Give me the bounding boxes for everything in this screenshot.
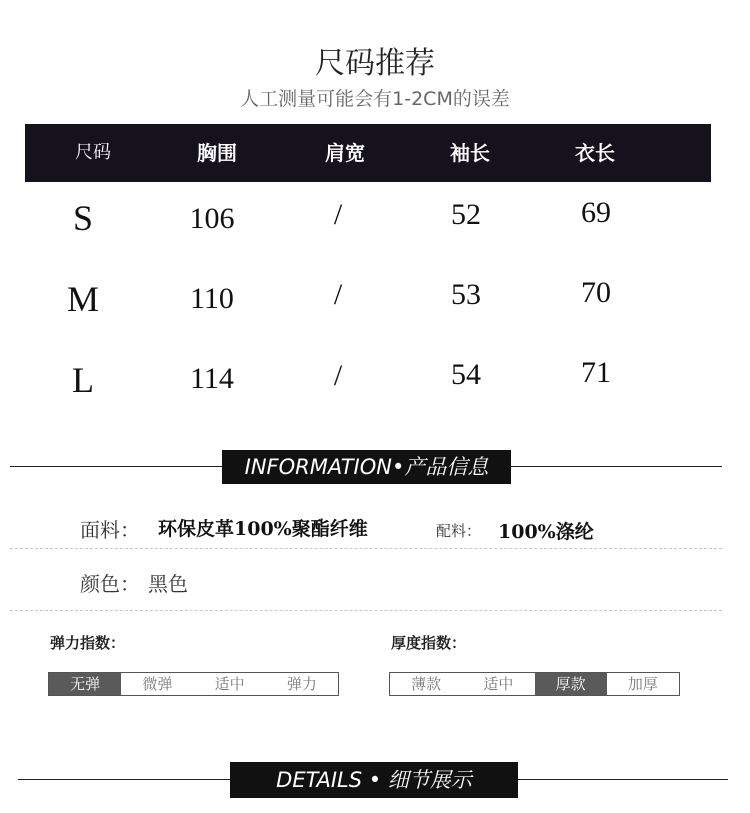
length-cell: 69 [581, 196, 611, 229]
thickness-option: 适中 [483, 675, 514, 693]
size-table-header [25, 124, 711, 182]
elasticity-option: 微弹 [142, 675, 173, 693]
thickness-option: 加厚 [627, 675, 658, 693]
col-chest: 胸围 [197, 141, 237, 165]
size-cell: L [72, 360, 94, 400]
shoulder-cell: / [333, 198, 343, 231]
col-size: 尺码 [75, 142, 111, 163]
col-length: 衣长 [575, 141, 615, 165]
sleeve-cell: 53 [451, 278, 481, 311]
length-cell: 71 [581, 356, 611, 389]
fabric-value: 环保皮革100%聚酯纤维 [158, 518, 368, 540]
length-cell: 70 [581, 276, 611, 309]
sleeve-cell: 54 [451, 358, 481, 391]
chest-cell: 114 [190, 362, 234, 395]
info-section-label: INFORMATION•产品信息 [222, 450, 511, 484]
fabric-label: 面料： [80, 518, 140, 542]
color-label: 颜色： [80, 572, 140, 596]
size-cell: M [66, 279, 99, 319]
elasticity-option: 弹力 [286, 675, 317, 693]
page-title: 尺码推荐 [315, 46, 435, 81]
shoulder-cell: / [333, 359, 343, 392]
elasticity-option: 无弹 [49, 673, 121, 695]
chest-cell: 110 [190, 282, 234, 315]
col-shoulder: 肩宽 [325, 141, 365, 165]
size-cell: S [72, 198, 94, 238]
color-value: 黑色 [148, 572, 188, 596]
lining-label: 配料： [436, 522, 482, 540]
thickness-option: 薄款 [411, 675, 442, 693]
dashed-divider [10, 610, 722, 611]
sleeve-cell: 52 [451, 198, 481, 231]
page-subtitle: 人工测量可能会有1-2CM的误差 [240, 88, 510, 110]
thickness-scale [389, 672, 680, 696]
dashed-divider [10, 548, 722, 549]
thickness-title: 厚度指数： [391, 634, 467, 652]
details-section-label: DETAILS • 细节展示 [230, 762, 518, 798]
shoulder-cell: / [333, 278, 343, 311]
elasticity-scale [48, 672, 339, 696]
lining-value: 100%涤纶 [498, 521, 594, 543]
thickness-option: 厚款 [535, 673, 607, 695]
chest-cell: 106 [189, 202, 235, 235]
col-sleeve: 袖长 [450, 141, 490, 165]
elasticity-option: 适中 [214, 675, 245, 693]
elasticity-title: 弹力指数： [50, 634, 126, 652]
